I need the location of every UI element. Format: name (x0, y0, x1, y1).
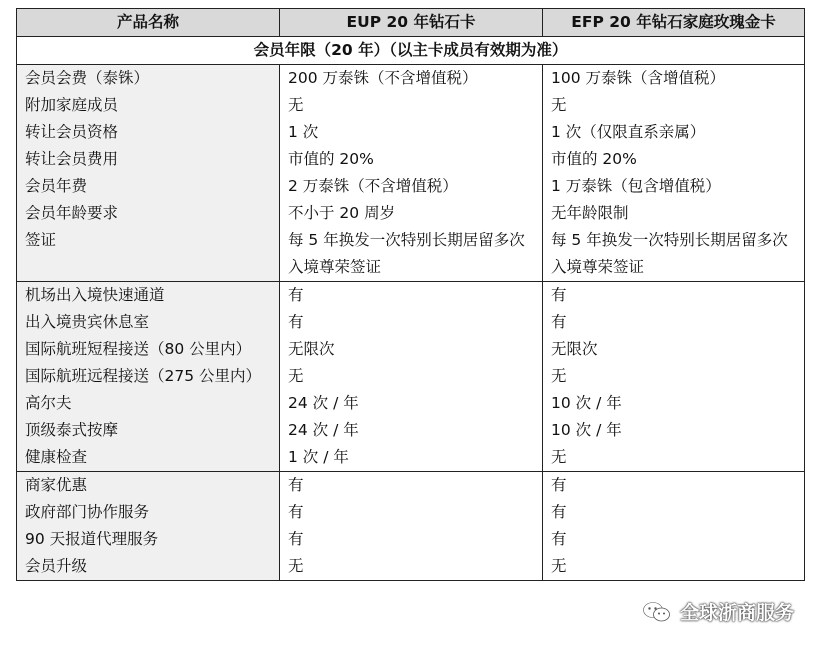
row-label: 会员年龄要求 (17, 200, 280, 227)
efp-value: 市值的 20% (543, 146, 805, 173)
row-label: 附加家庭成员 (17, 92, 280, 119)
group-services (17, 282, 805, 472)
eup-value: 有 (280, 282, 543, 310)
eup-value: 有 (280, 526, 543, 553)
eup-value: 无限次 (280, 336, 543, 363)
efp-value: 无限次 (543, 336, 805, 363)
row-label: 签证 (17, 227, 280, 282)
table-row (17, 146, 805, 173)
eup-value: 2 万泰铢（不含增值税） (280, 173, 543, 200)
row-label: 出入境贵宾休息室 (17, 309, 280, 336)
group-membership (17, 65, 805, 282)
table-row (17, 417, 805, 444)
table-row (17, 526, 805, 553)
eup-value: 200 万泰铢（不含增值税） (280, 65, 543, 93)
table-row (17, 499, 805, 526)
eup-value: 无 (280, 92, 543, 119)
efp-value: 10 次 / 年 (543, 417, 805, 444)
header-efp-card: EFP 20 年钻石家庭玫瑰金卡 (543, 9, 805, 37)
eup-value: 不小于 20 周岁 (280, 200, 543, 227)
efp-value: 10 次 / 年 (543, 390, 805, 417)
membership-term: 会员年限（20 年）（以主卡成员有效期为准） (17, 37, 805, 65)
row-label: 转让会员资格 (17, 119, 280, 146)
header-product-name: 产品名称 (17, 9, 280, 37)
efp-value: 无 (543, 444, 805, 472)
eup-value: 市值的 20% (280, 146, 543, 173)
table-row (17, 309, 805, 336)
wechat-watermark (642, 598, 794, 625)
efp-value: 有 (543, 526, 805, 553)
comparison-table (16, 8, 805, 581)
eup-value: 每 5 年换发一次特别长期居留多次入境尊荣签证 (280, 227, 543, 282)
wechat-icon (642, 601, 672, 623)
watermark-text: 全球浙商服务 (679, 602, 794, 624)
row-label: 顶级泰式按摩 (17, 417, 280, 444)
eup-value: 1 次 (280, 119, 543, 146)
table-row (17, 65, 805, 93)
row-label: 会员会费（泰铢） (17, 65, 280, 93)
eup-value: 有 (280, 499, 543, 526)
efp-value: 无 (543, 553, 805, 581)
eup-value: 无 (280, 553, 543, 581)
table-row (17, 200, 805, 227)
eup-value: 有 (280, 309, 543, 336)
table-row (17, 119, 805, 146)
row-label: 90 天报道代理服务 (17, 526, 280, 553)
row-label: 会员升级 (17, 553, 280, 581)
eup-value: 24 次 / 年 (280, 417, 543, 444)
row-label: 商家优惠 (17, 472, 280, 500)
membership-term-row (17, 37, 805, 65)
row-label: 政府部门协作服务 (17, 499, 280, 526)
efp-value: 1 万泰铢（包含增值税） (543, 173, 805, 200)
efp-value: 100 万泰铢（含增值税） (543, 65, 805, 93)
row-label: 会员年费 (17, 173, 280, 200)
efp-value: 无年龄限制 (543, 200, 805, 227)
row-label: 机场出入境快速通道 (17, 282, 280, 310)
efp-value: 有 (543, 472, 805, 500)
row-label: 国际航班远程接送（275 公里内） (17, 363, 280, 390)
table-row (17, 553, 805, 581)
efp-value: 有 (543, 499, 805, 526)
efp-value: 有 (543, 282, 805, 310)
table-row (17, 92, 805, 119)
eup-value: 24 次 / 年 (280, 390, 543, 417)
efp-value: 每 5 年换发一次特别长期居留多次入境尊荣签证 (543, 227, 805, 282)
header-eup-card: EUP 20 年钻石卡 (280, 9, 543, 37)
eup-value: 无 (280, 363, 543, 390)
row-label: 转让会员费用 (17, 146, 280, 173)
row-label: 健康检查 (17, 444, 280, 472)
header-row (17, 9, 805, 37)
row-label: 高尔夫 (17, 390, 280, 417)
table-row (17, 282, 805, 310)
table-row (17, 227, 805, 282)
eup-value: 有 (280, 472, 543, 500)
row-label: 国际航班短程接送（80 公里内） (17, 336, 280, 363)
efp-value: 无 (543, 363, 805, 390)
table-row (17, 363, 805, 390)
eup-value: 1 次 / 年 (280, 444, 543, 472)
table-row (17, 173, 805, 200)
group-extras (17, 472, 805, 581)
efp-value: 无 (543, 92, 805, 119)
efp-value: 1 次（仅限直系亲属） (543, 119, 805, 146)
table-row (17, 444, 805, 472)
table-row (17, 472, 805, 500)
table-row (17, 336, 805, 363)
efp-value: 有 (543, 309, 805, 336)
table-row (17, 390, 805, 417)
